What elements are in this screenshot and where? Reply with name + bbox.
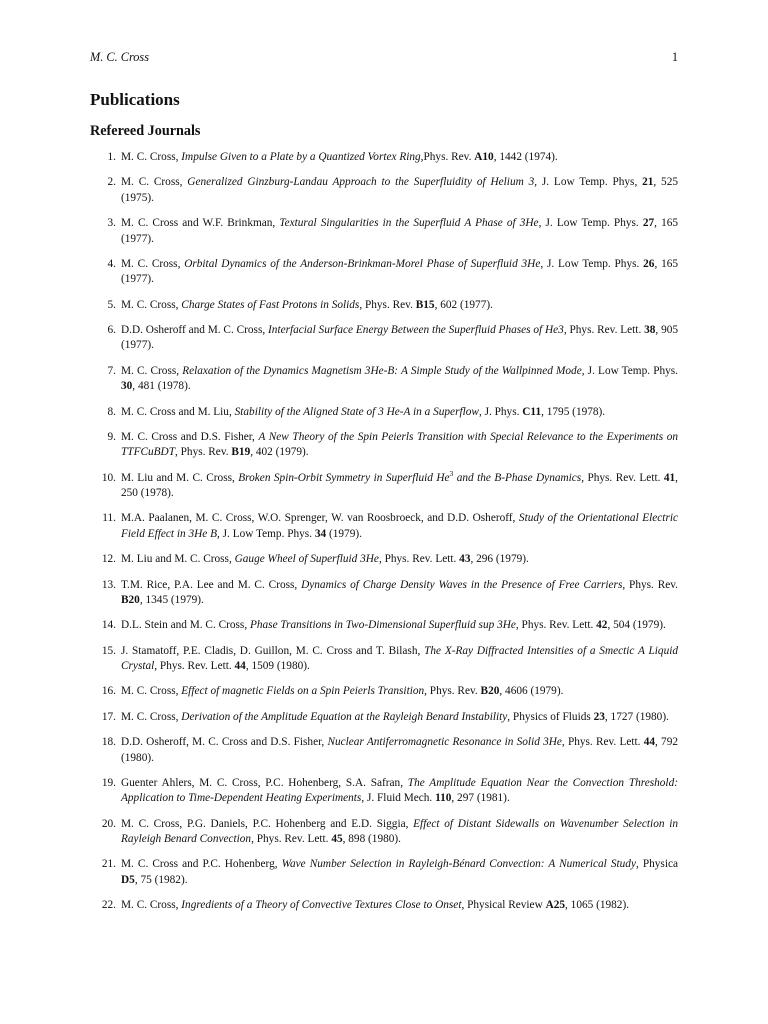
reference-authors: M. C. Cross,: [121, 257, 181, 270]
reference-details: , 4606 (1979).: [499, 685, 564, 698]
reference-number: 10.: [101, 471, 116, 484]
reference-number: 21.: [101, 858, 116, 871]
reference-title-superscript: 3: [449, 468, 454, 478]
reference-volume: 23: [593, 710, 605, 723]
reference-title: Charge States of Fast Protons in Solids: [181, 298, 360, 311]
reference-number: 7.: [107, 364, 116, 377]
reference-number: 5.: [107, 298, 116, 311]
reference-details: , 792 (1980).: [121, 736, 678, 764]
reference-title: Relaxation of the Dynamics Magnetism 3He-B: A Simple Study of the Wallpinned Mode: [182, 364, 582, 377]
reference-details: , 905 (1977).: [121, 323, 679, 352]
reference-volume: A10: [474, 151, 494, 163]
reference-authors: M. C. Cross,: [121, 151, 179, 163]
reference-volume: 27: [642, 217, 655, 230]
reference-authors: M. C. Cross,: [121, 364, 180, 377]
reference-title: Effect of Distant Sidewalls on Wavenumber Selection in Rayleigh Benard Convection: [121, 817, 679, 846]
reference-volume: 110: [435, 792, 452, 805]
subsection-title: Refereed Journals: [90, 123, 201, 139]
reference-volume: 34: [314, 527, 327, 540]
page-number: 1: [671, 50, 678, 64]
reference-details: , 525 (1975).: [121, 176, 679, 204]
reference-item: [90, 298, 678, 314]
reference-details: , 297 (1981).: [451, 792, 510, 805]
reference-title: Impulse Given to a Plate by a Quantized Vortex Ring,: [181, 151, 424, 163]
reference-number: 20.: [101, 817, 116, 830]
reference-authors: M. C. Cross,: [121, 899, 179, 912]
reference-authors: M. C. Cross and M. Liu,: [121, 405, 232, 418]
reference-item: [90, 776, 678, 807]
reference-volume: B20: [121, 594, 140, 607]
reference-item: [90, 644, 678, 675]
reference-number: 8.: [107, 405, 116, 418]
reference-journal: , J. Phys.: [478, 405, 520, 418]
reference-journal: , Phys. Rev. Lett.: [154, 660, 232, 673]
reference-journal: , Phys. Rev.: [175, 446, 229, 459]
reference-item: [90, 578, 678, 609]
reference-details: , 602 (1977).: [434, 298, 493, 311]
reference-item: [90, 257, 678, 288]
reference-authors: D.L. Stein and M. C. Cross,: [121, 619, 248, 632]
reference-journal: , J. Low Temp. Phys.: [217, 527, 313, 540]
reference-details: , 165 (1977).: [121, 257, 679, 286]
reference-title: The X-Ray Diffracted Intensities of a Smectic A Liquid Crystal: [121, 644, 679, 673]
reference-title: Effect of magnetic Fields on a Spin Peierls Transition: [181, 685, 425, 698]
reference-title: Nuclear Antiferromagnetic Resonance in Solid 3He: [327, 736, 562, 749]
reference-journal: , Physica: [635, 858, 678, 871]
reference-title: Study of the Orientational Electric Field Effect in 3He B: [121, 512, 678, 540]
reference-item: [90, 857, 678, 888]
reference-details: , 165 (1977).: [121, 217, 679, 245]
reference-number: 17.: [101, 710, 116, 723]
reference-journal: , J. Low Temp. Phys,: [534, 176, 638, 189]
reference-journal: , J. Fluid Mech.: [361, 792, 433, 805]
reference-number: 12.: [101, 553, 116, 566]
reference-journal: , Phys. Rev.: [359, 298, 413, 311]
reference-title: Ingredients of a Theory of Convective Textures Close to Onset: [181, 899, 462, 912]
reference-volume: 44: [234, 660, 246, 673]
reference-authors: M. C. Cross,: [121, 685, 179, 698]
reference-number: 3.: [107, 217, 116, 230]
reference-volume: 30: [121, 380, 133, 393]
reference-details: , 1442 (1974).: [493, 151, 558, 163]
reference-item: [90, 364, 678, 395]
reference-details: , 1795 (1978).: [541, 405, 606, 418]
reference-journal: , Phys. Rev.: [424, 685, 478, 698]
running-head: [90, 50, 678, 64]
reference-details: , 250 (1978).: [121, 471, 678, 500]
reference-number: 14.: [101, 619, 116, 632]
reference-item: [90, 323, 678, 354]
reference-volume: 21: [642, 176, 654, 189]
reference-authors: M. C. Cross, P.G. Daniels, P.C. Hohenberg and E.D. Siggia,: [121, 817, 409, 830]
reference-number: 9.: [107, 430, 116, 443]
reference-volume: B15: [415, 298, 435, 311]
reference-journal: , Physics of Fluids: [507, 710, 591, 723]
reference-title: Derivation of the Amplitude Equation at the Rayleigh Benard Instability: [181, 710, 508, 723]
reference-journal: , Phys. Rev. Lett.: [378, 553, 457, 566]
reference-authors: M.A. Paalanen, M. C. Cross, W.O. Sprenger, W. van Roosbroeck, and D.D. Osheroff,: [121, 512, 516, 525]
reference-title: Broken Spin-Orbit Symmetry in Superfluid He: [238, 471, 450, 484]
reference-volume: B20: [480, 685, 500, 698]
reference-number: 16.: [101, 685, 116, 698]
reference-title: Generalized Ginzburg-Landau Approach to the Superfluidity of Helium 3: [187, 176, 535, 189]
reference-volume: 26: [643, 257, 655, 270]
reference-journal: , Phys. Rev. Lett.: [581, 471, 661, 484]
reference-details: , 75 (1982).: [134, 873, 188, 886]
reference-title: Gauge Wheel of Superfluid 3He: [234, 553, 379, 566]
reference-item: [90, 898, 678, 914]
reference-authors: M. Liu and M. C. Cross,: [121, 553, 232, 566]
reference-item: [90, 552, 678, 568]
reference-authors: Guenter Ahlers, M. C. Cross, P.C. Hohenberg, S.A. Safran,: [121, 776, 404, 789]
reference-item: [90, 405, 678, 421]
header-author: M. C. Cross: [90, 50, 149, 64]
reference-volume: 44: [643, 736, 655, 749]
reference-journal: , Phys. Rev. Lett.: [515, 619, 594, 632]
reference-details: , 1065 (1982).: [565, 899, 630, 912]
reference-title: Interfacial Surface Energy Between the Superfluid Phases of He3: [268, 323, 564, 336]
reference-details: , 1509 (1980).: [245, 660, 310, 673]
reference-item: [90, 511, 678, 542]
reference-journal: , Physical Review: [461, 899, 543, 912]
reference-journal: , Phys. Rev. Lett.: [563, 323, 642, 336]
reference-title: The Amplitude Equation Near the Convection Threshold: Application to Time-Dependent Heating Experiments: [121, 776, 678, 805]
reference-journal: , Phys. Rev. Lett.: [561, 736, 641, 749]
reference-journal: Phys. Rev.: [423, 151, 472, 163]
reference-number: 6.: [107, 323, 116, 336]
reference-number: 1.: [107, 151, 116, 163]
reference-volume: C11: [522, 405, 542, 418]
reference-item: [90, 468, 678, 502]
reference-authors: M. C. Cross,: [121, 710, 179, 723]
reference-title: Dynamics of Charge Density Waves in the Presence of Free Carriers: [301, 578, 623, 591]
reference-title: Stability of the Aligned State of 3 He-A in a Superflow: [234, 405, 479, 418]
reference-number: 22.: [101, 899, 116, 912]
reference-volume: 45: [331, 833, 343, 846]
reference-details: , 1345 (1979).: [139, 594, 204, 607]
reference-volume: D5: [121, 873, 135, 886]
reference-item: [90, 175, 678, 206]
reference-details: , 504 (1979).: [607, 619, 666, 632]
reference-title: Orbital Dynamics of the Anderson-Brinkman-Morel Phase of Superfluid 3He: [184, 257, 541, 270]
reference-item: [90, 735, 678, 766]
reference-number: 4.: [107, 257, 116, 270]
reference-authors: M. C. Cross and D.S. Fisher,: [121, 430, 255, 443]
reference-journal: , J. Low Temp. Phys.: [540, 257, 640, 270]
reference-list: [90, 150, 678, 924]
reference-item: [90, 618, 678, 634]
reference-title: Wave Number Selection in Rayleigh-Bénard Convection: A Numerical Study: [281, 858, 636, 871]
reference-volume: B19: [231, 446, 251, 459]
reference-volume: 41: [663, 471, 676, 484]
reference-details: , 1727 (1980).: [604, 710, 669, 723]
reference-number: 15.: [101, 644, 116, 657]
reference-title: Textural Singularities in the Superfluid A Phase of 3He: [279, 217, 539, 230]
reference-authors: M. Liu and M. C. Cross,: [121, 471, 235, 484]
reference-number: 11.: [102, 512, 116, 525]
reference-number: 19.: [101, 776, 116, 789]
reference-journal: , Phys. Rev. Lett.: [251, 833, 329, 846]
reference-title: A New Theory of the Spin Peierls Transition with Special Relevance to the Experiments on TTFCuBDT: [121, 430, 678, 459]
reference-authors: M. C. Cross,: [121, 176, 183, 189]
reference-journal: , J. Low Temp. Phys.: [581, 364, 679, 377]
reference-volume: 43: [459, 553, 471, 566]
reference-authors: M. C. Cross and W.F. Brinkman,: [121, 217, 276, 230]
reference-item: [90, 430, 678, 461]
section-title: Publications: [90, 90, 180, 109]
reference-details: , 481 (1978).: [132, 380, 191, 393]
reference-item: [90, 150, 678, 166]
reference-journal: , Phys. Rev.: [622, 578, 678, 591]
reference-authors: T.M. Rice, P.A. Lee and M. C. Cross,: [121, 578, 298, 591]
reference-authors: D.D. Osheroff and M. C. Cross,: [121, 323, 266, 336]
reference-item: [90, 817, 678, 848]
reference-details: (1979).: [326, 527, 362, 540]
reference-title-continued: and the B-Phase Dynamics: [453, 471, 582, 484]
reference-item: [90, 216, 678, 247]
reference-number: 18.: [101, 736, 116, 749]
reference-authors: M. C. Cross,: [121, 298, 179, 311]
reference-volume: 42: [596, 619, 608, 632]
reference-authors: D.D. Osheroff, M. C. Cross and D.S. Fisher,: [121, 736, 325, 749]
reference-item: [90, 684, 678, 700]
reference-details: , 898 (1980).: [342, 833, 401, 846]
reference-title: Phase Transitions in Two-Dimensional Superfluid sup 3He: [249, 619, 516, 632]
reference-authors: M. C. Cross and P.C. Hohenberg,: [121, 858, 278, 871]
reference-journal: , J. Low Temp. Phys.: [538, 217, 639, 230]
reference-authors: J. Stamatoff, P.E. Cladis, D. Guillon, M. C. Cross and T. Bilash,: [121, 644, 421, 657]
reference-number: 2.: [107, 176, 116, 189]
reference-details: , 402 (1979).: [250, 446, 309, 459]
reference-number: 13.: [101, 578, 116, 591]
reference-item: [90, 710, 678, 726]
reference-details: , 296 (1979).: [470, 553, 529, 566]
reference-volume: 38: [644, 323, 656, 336]
reference-volume: A25: [545, 899, 566, 912]
